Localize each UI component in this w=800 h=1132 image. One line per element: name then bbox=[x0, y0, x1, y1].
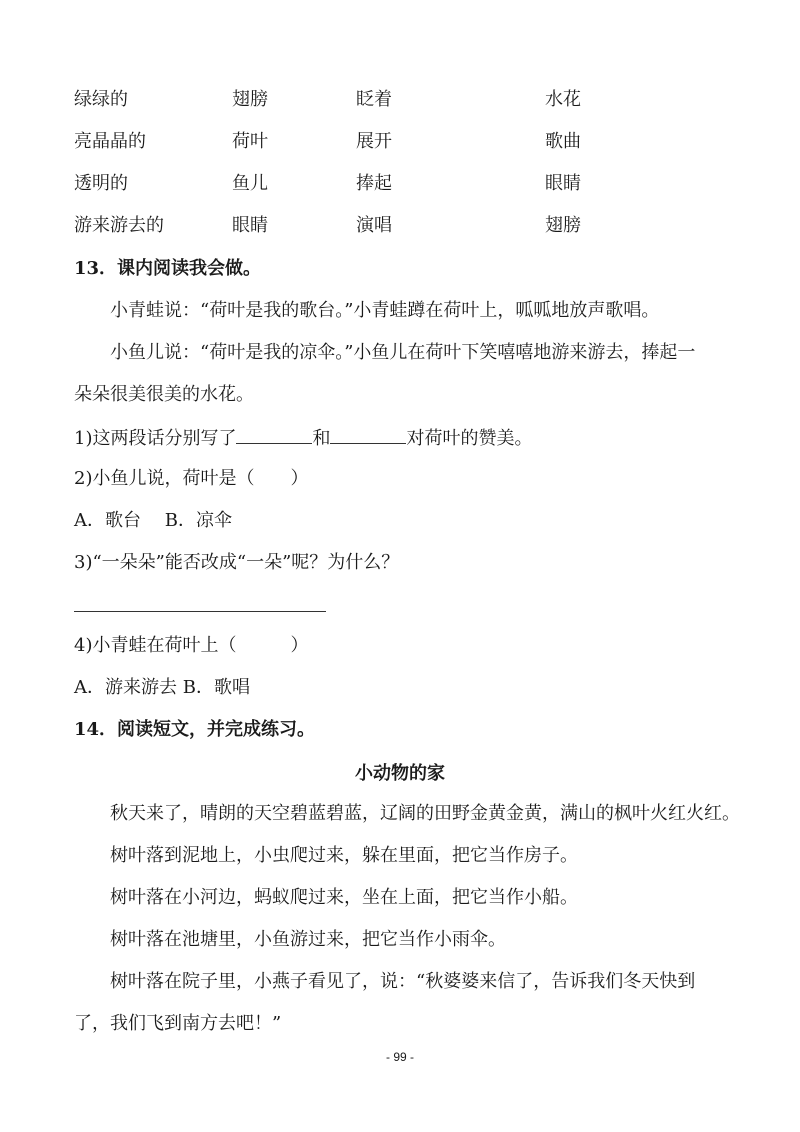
sub-question-3: 3)“一朵朵”能否改成“一朵”呢？为什么？ bbox=[74, 552, 400, 573]
answer-line[interactable] bbox=[74, 611, 326, 612]
match-cell: 游来游去的 bbox=[74, 215, 164, 236]
match-cell: 水花 bbox=[545, 89, 581, 110]
match-cell: 荷叶 bbox=[232, 131, 268, 152]
sub-question-4: 4)小青蛙在荷叶上（ ） bbox=[74, 635, 309, 656]
story-paragraph: 秋天来了，晴朗的天空碧蓝碧蓝，辽阔的田野金黄金黄，满山的枫叶火红火红。 bbox=[110, 803, 740, 824]
match-cell: 歌曲 bbox=[545, 131, 581, 152]
match-cell: 眼睛 bbox=[232, 215, 268, 236]
reading-paragraph: 小鱼儿说：“荷叶是我的凉伞。”小鱼儿在荷叶下笑嘻嘻地游来游去，捧起一 bbox=[110, 342, 696, 363]
fill-blank[interactable] bbox=[330, 425, 406, 444]
reading-paragraph-cont: 朵朵很美很美的水花。 bbox=[74, 384, 254, 405]
match-cell: 透明的 bbox=[74, 173, 128, 194]
sub-question-1 bbox=[74, 425, 532, 451]
story-paragraph: 树叶落在院子里，小燕子看见了，说：“秋婆婆来信了，告诉我们冬天快到 bbox=[110, 971, 696, 992]
story-paragraph: 树叶落在池塘里，小鱼游过来，把它当作小雨伞。 bbox=[110, 929, 506, 950]
match-cell: 捧起 bbox=[356, 173, 392, 194]
sub-question-2: 2)小鱼儿说，荷叶是（ ） bbox=[74, 468, 309, 489]
sub-question-text: 和 bbox=[312, 428, 331, 449]
story-paragraph: 树叶落在小河边，蚂蚁爬过来，坐在上面，把它当作小船。 bbox=[110, 887, 578, 908]
question-heading: 13．课内阅读我会做。 bbox=[74, 258, 262, 279]
fill-blank[interactable] bbox=[236, 425, 312, 444]
answer-options: A．游来游去 B．歌唱 bbox=[74, 677, 250, 698]
question-heading: 14．阅读短文，并完成练习。 bbox=[74, 719, 316, 740]
match-cell: 翅膀 bbox=[232, 89, 268, 110]
match-cell: 翅膀 bbox=[545, 215, 581, 236]
match-cell: 绿绿的 bbox=[74, 89, 128, 110]
answer-options: A．歌台 B．凉伞 bbox=[74, 510, 232, 531]
match-cell: 眼睛 bbox=[545, 173, 581, 194]
story-paragraph-cont: 了，我们飞到南方去吧！” bbox=[74, 1013, 282, 1034]
reading-paragraph: 小青蛙说：“荷叶是我的歌台。”小青蛙蹲在荷叶上，呱呱地放声歌唱。 bbox=[110, 300, 660, 321]
sub-question-text: 1)这两段话分别写了 bbox=[74, 428, 237, 449]
match-cell: 展开 bbox=[356, 131, 392, 152]
match-cell: 眨着 bbox=[356, 89, 392, 110]
sub-question-text: 对荷叶的赞美。 bbox=[406, 428, 533, 449]
match-cell: 演唱 bbox=[356, 215, 392, 236]
story-paragraph: 树叶落到泥地上，小虫爬过来，躲在里面，把它当作房子。 bbox=[110, 845, 578, 866]
page-number: - 99 - bbox=[385, 1050, 414, 1064]
match-cell: 鱼儿 bbox=[232, 173, 268, 194]
story-title: 小动物的家 bbox=[355, 763, 445, 784]
match-cell: 亮晶晶的 bbox=[74, 131, 146, 152]
